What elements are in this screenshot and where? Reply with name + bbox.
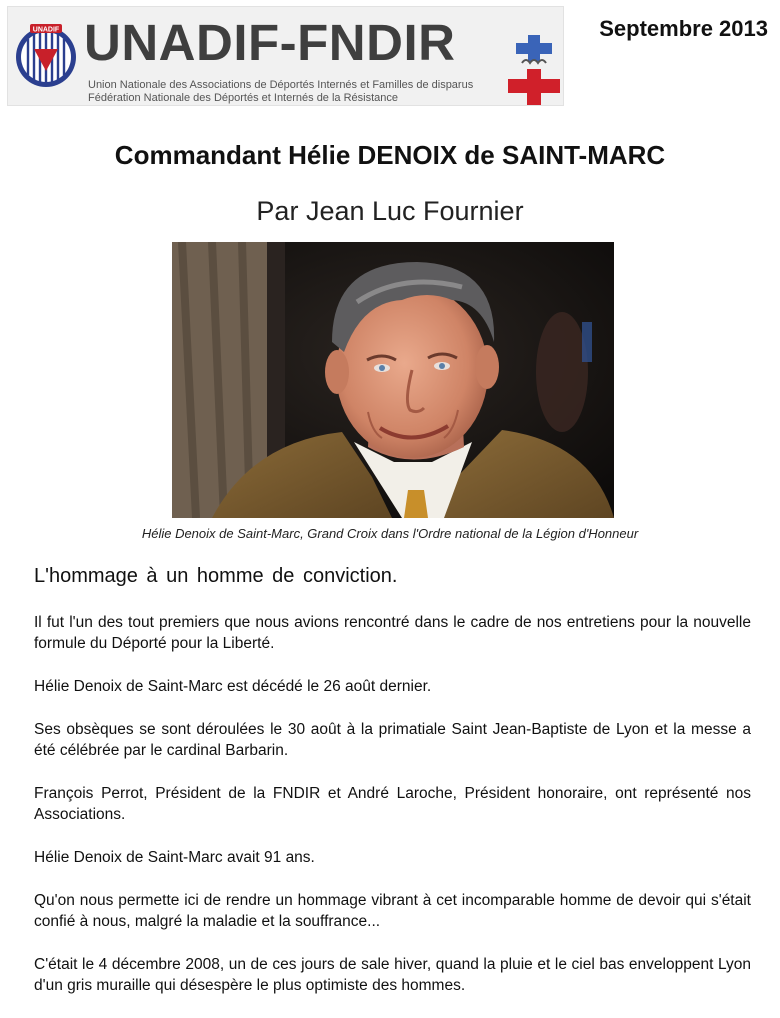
brand-subtitle-line2: Fédération Nationale des Déportés et Internés de la Résistance bbox=[88, 92, 399, 104]
photo-caption: Hélie Denoix de Saint-Marc, Grand Croix dans l'Ordre national de la Légion d'Honneur bbox=[141, 526, 639, 541]
paragraph: Ses obsèques se sont déroulées le 30 août à la primatiale Saint Jean-Baptiste de Lyon et la messe a été célébrée par le cardinal Barbarin. bbox=[34, 721, 751, 759]
paragraph: François Perrot, Président de la FNDIR et André Laroche, Président honoraire, ont représenté nos Associations. bbox=[34, 785, 751, 823]
article-author: Par Jean Luc Fournier bbox=[256, 196, 524, 226]
paragraph: Qu'on nous permette ici de rendre un hommage vibrant à cet incomparable homme de devoir qui s'était confié à nous, malgré la maladie et la souffrance... bbox=[34, 892, 751, 930]
issue-date: Septembre 2013 bbox=[599, 16, 768, 41]
section-heading: L'hommage à un homme de conviction. bbox=[34, 565, 398, 587]
brand-subtitle-line1: Union Nationale des Associations de Déportés Internés et Familles de disparus bbox=[88, 79, 474, 91]
paragraph: Il fut l'un des tout premiers que nous avions rencontré dans le cadre de nos entretiens pour la nouvelle formule du Déporté pour la Liberté. bbox=[34, 614, 751, 652]
paragraph: Hélie Denoix de Saint-Marc avait 91 ans. bbox=[34, 849, 315, 866]
article-title: Commandant Hélie DENOIX de SAINT-MARC bbox=[114, 140, 666, 170]
article-body bbox=[34, 612, 751, 1018]
unadif-emblem-icon bbox=[14, 21, 78, 93]
portrait-illustration bbox=[172, 242, 614, 518]
resistance-cross-icon bbox=[508, 35, 560, 105]
brand-name: UNADIF-FNDIR bbox=[84, 14, 456, 71]
paragraph: Hélie Denoix de Saint-Marc est décédé le 26 août dernier. bbox=[34, 678, 432, 695]
emblem-label: UNADIF bbox=[32, 26, 60, 34]
portrait-photo bbox=[172, 242, 614, 518]
paragraph: C'était le 4 décembre 2008, un de ces jours de sale hiver, quand la pluie et le ciel bas enveloppent Lyon d'un gris muraille qui désespère le plus optimiste des hommes. bbox=[34, 956, 751, 994]
header-banner bbox=[7, 6, 564, 106]
